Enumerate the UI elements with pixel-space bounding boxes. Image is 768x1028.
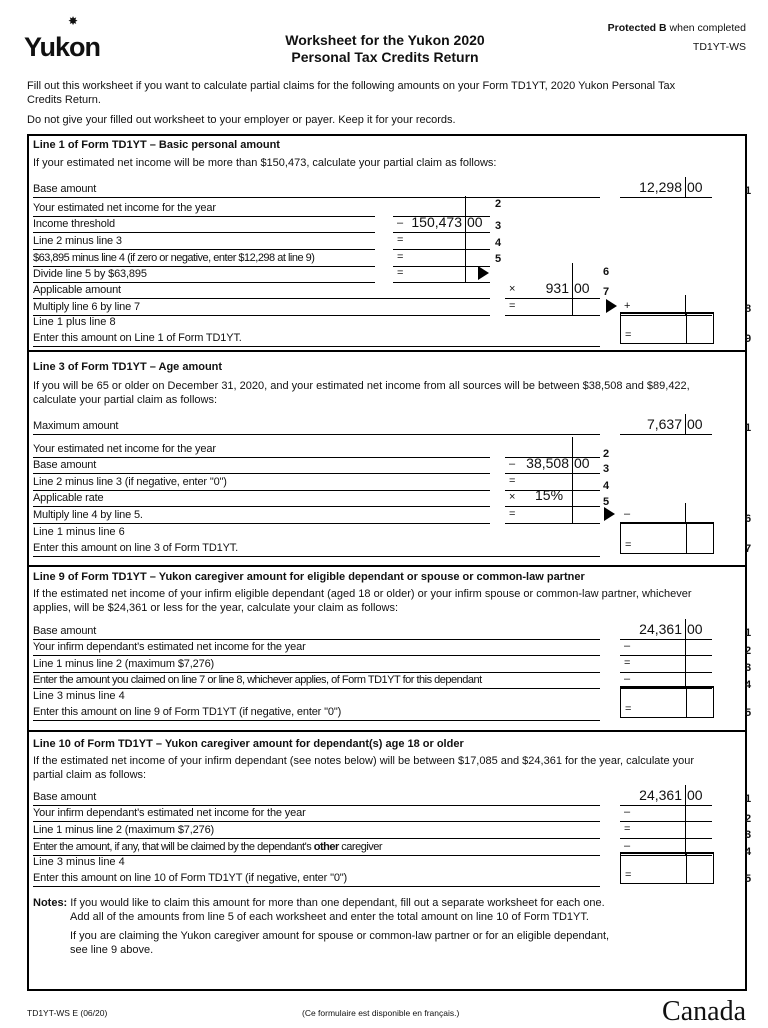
line-number: 4	[745, 679, 752, 691]
divider	[27, 565, 745, 567]
line-label: Applicable rate	[33, 490, 490, 507]
line-number: 5	[745, 707, 752, 719]
final-amount-field[interactable]	[620, 686, 714, 718]
line-number: 3	[745, 662, 752, 674]
operator-symbol: –	[509, 458, 516, 470]
amount-field[interactable]	[393, 266, 490, 283]
amount-field[interactable]	[620, 418, 712, 435]
line-number: 7	[603, 286, 610, 298]
section-title-rest: – Basic personal amount	[146, 139, 280, 151]
arrow-icon	[478, 266, 489, 280]
cents-divider	[685, 414, 686, 435]
final-label-line-2: Enter this amount on line 3 of Form TD1YT.	[33, 540, 600, 557]
amount-cents: 00	[574, 280, 590, 296]
line-number: 1	[745, 627, 752, 639]
section-title	[33, 571, 585, 583]
line-number: 6	[745, 513, 752, 525]
line-label: Your infirm dependant's estimated net income for the year	[33, 805, 600, 822]
page-title	[200, 32, 570, 66]
operator-symbol: ×	[509, 283, 516, 295]
line-number: 5	[603, 496, 610, 508]
section-title	[33, 361, 222, 373]
final-label: Line 3 minus line 4	[33, 856, 125, 868]
line-number: 2	[603, 448, 610, 460]
line-number: 1	[745, 793, 752, 805]
line-label: Base amount	[33, 457, 490, 474]
cents-divider	[685, 503, 686, 524]
final-label: Line 1 minus line 6	[33, 526, 125, 538]
amount-field[interactable]	[620, 822, 712, 839]
section-title-bold: Line 10 of Form TD1YT	[33, 738, 153, 750]
section-title-bold: Line 1 of Form TD1YT	[33, 139, 147, 151]
amount-value: 24,361	[639, 621, 682, 637]
operator-symbol: =	[509, 300, 516, 312]
line-label: Base amount	[33, 181, 600, 198]
operator-symbol: =	[625, 703, 632, 715]
section-description: If you will be 65 or older on December 31, 2020, and your estimated net income from all sources will be between $38,508 and $89,422, calculate your partial claim as follows:	[33, 380, 690, 406]
section-description: If the estimated net income of your infirm eligible dependant (aged 18 or older) or your infirm spouse or common-law partner, whichever applies, will be $24,361 or less for the year, calculate your claim as follows:	[33, 588, 692, 614]
line-label: Multiply line 6 by line 7	[33, 299, 490, 316]
line-label: Multiply line 4 by line 5.	[33, 507, 490, 524]
cents-divider	[686, 314, 687, 343]
amount-cents: 00	[574, 455, 590, 471]
section-title-rest: – Yukon caregiver amount for eligible dependant or spouse or common-law partner	[146, 571, 585, 583]
note-1a: If you would like to claim this amount for more than one dependant, fill out a separate worksheet for each one.	[70, 897, 605, 909]
line-label: Enter the amount you claimed on line 7 or line 8, whichever applies, of Form TD1YT for this dependant	[33, 672, 600, 689]
line-number: 6	[603, 266, 610, 278]
amount-cents: 00	[687, 179, 703, 195]
operator-symbol: –	[624, 673, 631, 685]
cents-divider	[572, 503, 573, 524]
line-label: Line 1 minus line 2 (maximum $7,276)	[33, 656, 600, 673]
amount-field[interactable]	[620, 639, 712, 656]
arrow-icon	[606, 299, 617, 313]
operator-symbol: ×	[509, 491, 516, 503]
operator-symbol: =	[509, 475, 516, 487]
canada-wordmark: Canada	[662, 996, 746, 1027]
section-title-bold: Line 3 of Form TD1YT	[33, 361, 147, 373]
cents-divider	[685, 177, 686, 198]
yukon-logo: Yukon	[24, 32, 101, 62]
intro-paragraph-1: Fill out this worksheet if you want to calculate partial claims for the following amounts on your Form TD1YT, 2020 Yukon Personal Tax Credits Return.	[27, 80, 676, 106]
section-title-rest: – Age amount	[146, 361, 223, 373]
section-description: If your estimated net income will be more than $150,473, calculate your partial claim as follows:	[33, 157, 497, 169]
operator-symbol: =	[397, 267, 404, 279]
amount-field[interactable]	[505, 457, 600, 474]
amount-field[interactable]	[393, 250, 490, 267]
line-label: Line 2 minus line 3 (if negative, enter "0")	[33, 474, 490, 491]
cents-divider	[572, 295, 573, 316]
rate-value: 15%	[535, 487, 564, 503]
protected-bold: Protected B	[607, 22, 667, 34]
line-number: 1	[745, 422, 752, 434]
final-label-line-2: Enter this amount on line 10 of Form TD1YT (if negative, enter "0")	[33, 870, 600, 887]
operator-symbol: –	[624, 806, 631, 818]
operator-symbol: =	[625, 869, 632, 881]
section-title-bold: Line 9 of Form TD1YT	[33, 571, 147, 583]
label-bold: other	[313, 841, 339, 853]
line-number: 5	[745, 873, 752, 885]
line-label: Line 1 minus line 2 (maximum $7,276)	[33, 822, 600, 839]
intro-paragraph-2: Do not give your filled out worksheet to your employer or payer. Keep it for your records.	[27, 114, 456, 126]
arrow-icon	[604, 507, 615, 521]
operator-symbol: –	[624, 508, 631, 520]
line-number: 8	[745, 303, 752, 315]
final-amount-field[interactable]	[620, 852, 714, 884]
operator-symbol: =	[624, 657, 631, 669]
operator-symbol: –	[624, 840, 631, 852]
line-label: Your infirm dependant's estimated net income for the year	[33, 639, 600, 656]
amount-value: 38,508	[526, 455, 569, 471]
final-amount-field[interactable]	[620, 522, 714, 554]
line-number: 3	[603, 463, 610, 475]
cents-divider	[686, 688, 687, 717]
line-number: 4	[495, 237, 502, 249]
label-after: caregiver	[338, 841, 383, 853]
divider	[27, 730, 745, 732]
operator-symbol: =	[509, 508, 516, 520]
line-number: 3	[745, 829, 752, 841]
section-title-rest: – Yukon caregiver amount for dependant(s) age 18 or older	[152, 738, 464, 750]
line-number: 9	[745, 333, 752, 345]
line-label: Maximum amount	[33, 418, 600, 435]
line-number: 4	[745, 846, 752, 858]
note-1b: Add all of the amounts from line 5 of each worksheet and enter the total amount on line 10 of Form TD1YT.	[70, 910, 589, 923]
amount-field[interactable]	[393, 216, 490, 233]
amount-field[interactable]	[393, 233, 490, 250]
amount-cents: 00	[687, 787, 703, 803]
amount-value: 931	[545, 280, 569, 296]
amount-field[interactable]	[505, 299, 600, 316]
amount-field[interactable]	[620, 805, 712, 822]
amount-cents: 00	[687, 621, 703, 637]
line-label: Income threshold	[33, 216, 375, 233]
amount-field[interactable]	[620, 789, 712, 806]
line-label: Applicable amount	[33, 282, 490, 299]
sun-icon: ✸	[68, 14, 79, 28]
protected-rest: when completed	[666, 22, 746, 34]
amount-field[interactable]	[620, 656, 712, 673]
line-number: 5	[495, 253, 502, 265]
final-amount-field[interactable]	[620, 312, 714, 344]
note-2b: see line 9 above.	[70, 943, 154, 956]
notes-heading: Notes:	[33, 897, 68, 909]
line-label	[33, 839, 600, 856]
french-availability: (Ce formulaire est disponible en français.)	[302, 1008, 460, 1018]
note-2a: If you are claiming the Yukon caregiver amount for spouse or common-law partner or for an eligible dependant,	[70, 930, 610, 942]
final-label: Line 3 minus line 4	[33, 690, 125, 702]
operator-symbol: =	[397, 234, 404, 246]
cents-divider	[686, 854, 687, 883]
protected-label	[608, 22, 746, 34]
final-label-line-2: Enter this amount on Line 1 of Form TD1YT.	[33, 330, 600, 347]
line-number: 2	[745, 813, 752, 825]
amount-field[interactable]	[505, 282, 600, 299]
section-description: If the estimated net income of your infirm dependant (see notes below) will be between $17,085 and $24,361 for the year, calculate your partial claim as follows:	[33, 755, 695, 781]
line-number: 7	[745, 543, 752, 555]
amount-field[interactable]	[505, 507, 600, 524]
line-label: Base amount	[33, 789, 600, 806]
label-text: Enter the amount, if any, that will be claimed by the dependant's	[33, 841, 314, 853]
form-code: TD1YT-WS	[692, 41, 746, 53]
form-id: TD1YT-WS E (06/20)	[27, 1008, 108, 1018]
amount-value: 150,473	[411, 214, 462, 230]
operator-symbol: –	[397, 217, 404, 229]
final-label: Line 1 plus line 8	[33, 316, 116, 328]
line-number: 1	[745, 185, 752, 197]
operator-symbol: =	[624, 823, 631, 835]
title-line-2: Personal Tax Credits Return	[291, 49, 479, 65]
amount-cents: 00	[687, 416, 703, 432]
amount-value: 7,637	[646, 416, 682, 432]
title-line-1: Worksheet for the Yukon 2020	[285, 32, 485, 48]
line-label: Your estimated net income for the year	[33, 200, 375, 217]
operator-symbol: +	[624, 300, 631, 312]
line-number: 4	[603, 480, 610, 492]
section-title	[33, 738, 464, 750]
amount-field[interactable]	[620, 623, 712, 640]
notes	[33, 897, 733, 957]
cents-divider	[686, 524, 687, 553]
line-number: 2	[495, 198, 502, 210]
divider	[27, 350, 745, 352]
amount-field[interactable]	[620, 181, 712, 198]
amount-cents: 00	[467, 214, 483, 230]
operator-symbol: =	[625, 329, 632, 341]
line-number: 3	[495, 220, 502, 232]
line-label: Line 2 minus line 3	[33, 233, 375, 250]
line-label: Your estimated net income for the year	[33, 441, 490, 458]
operator-symbol: =	[625, 539, 632, 551]
line-number: 2	[745, 645, 752, 657]
section-title	[33, 139, 280, 151]
line-label: $63,895 minus line 4 (if zero or negative, enter $12,298 at line 9)	[33, 250, 375, 267]
line-label: Divide line 5 by $63,895	[33, 266, 375, 283]
cents-divider	[465, 262, 466, 283]
operator-symbol: –	[624, 640, 631, 652]
operator-symbol: =	[397, 251, 404, 263]
amount-value: 24,361	[639, 787, 682, 803]
final-label-line-2: Enter this amount on line 9 of Form TD1YT (if negative, enter "0")	[33, 704, 600, 721]
amount-value: 12,298	[639, 179, 682, 195]
line-label: Base amount	[33, 623, 600, 640]
